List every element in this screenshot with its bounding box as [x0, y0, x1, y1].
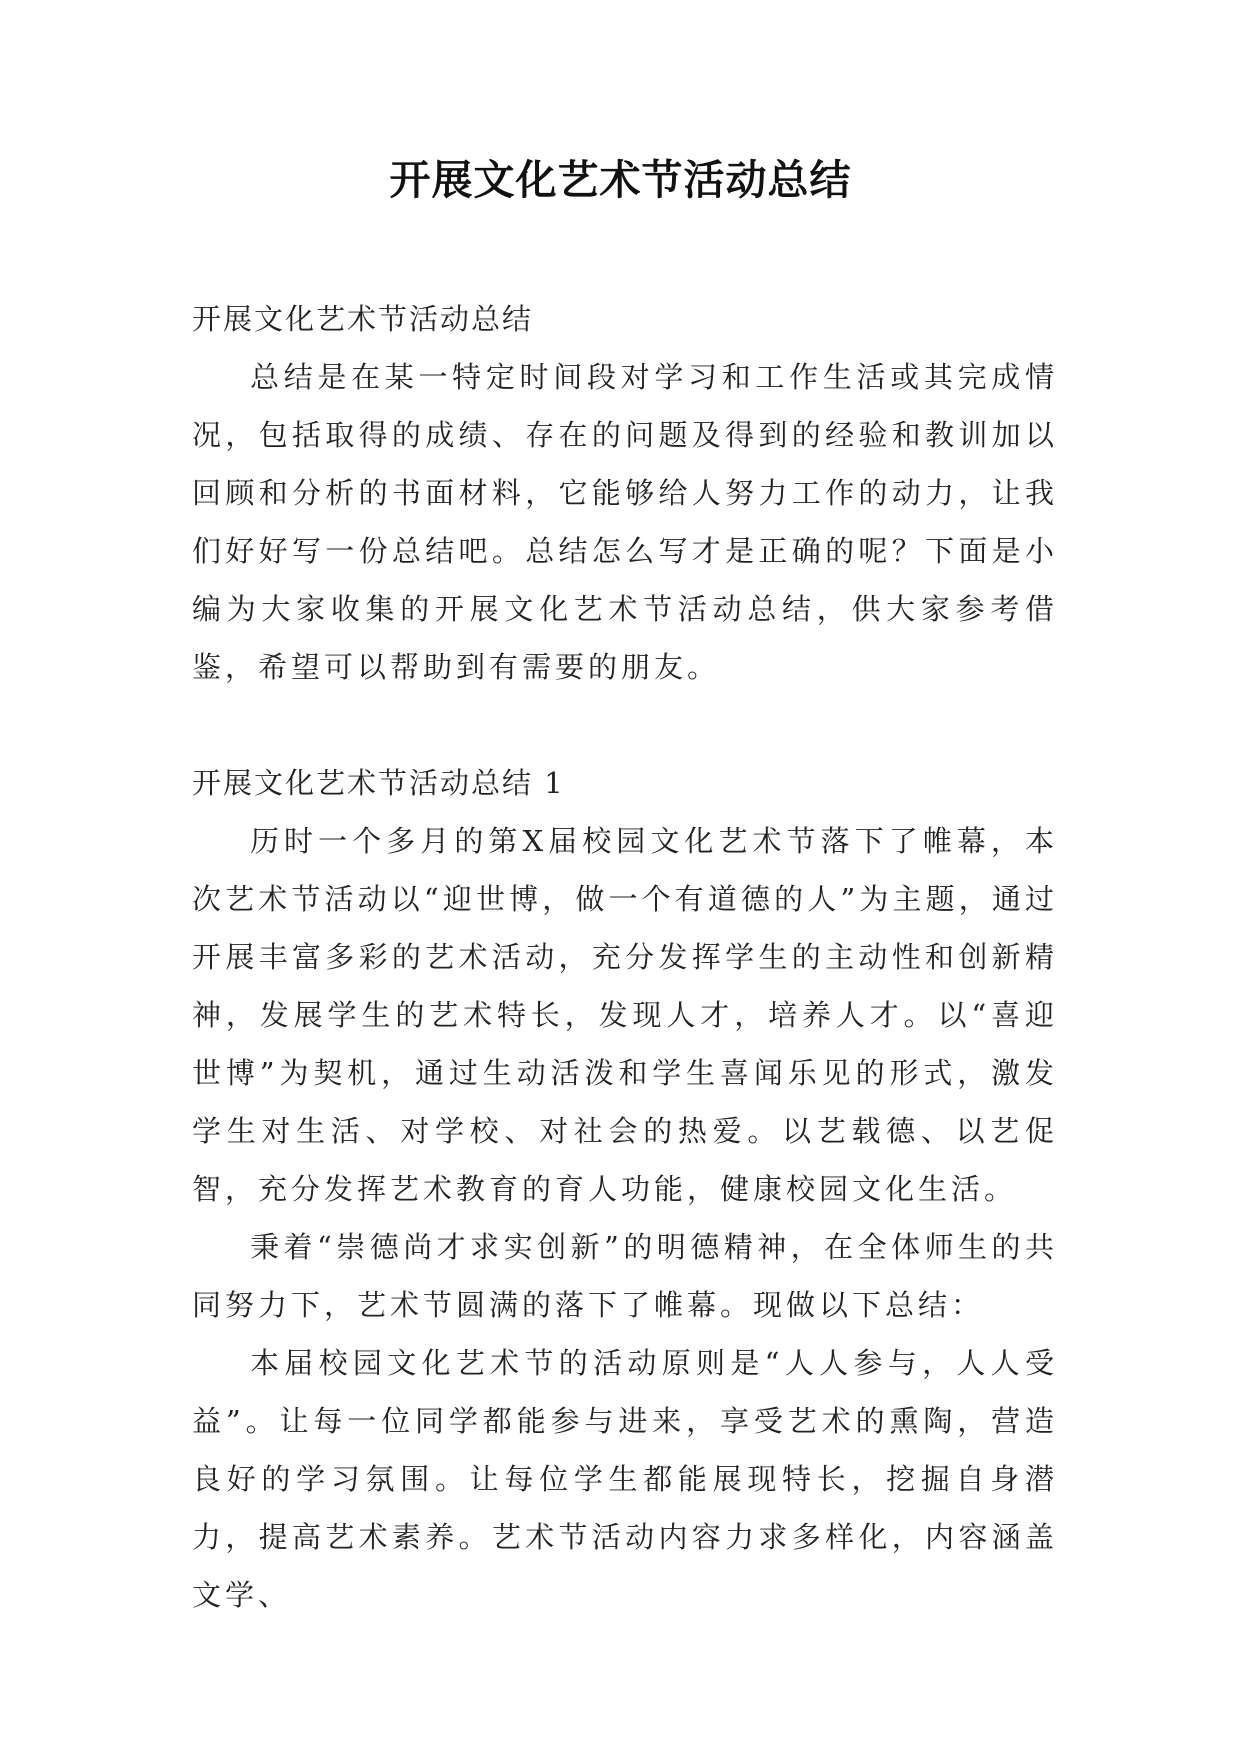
- document-body: [192, 290, 1058, 1624]
- document-title: 开展文化艺术节活动总结: [389, 156, 852, 204]
- section1-paragraph: 秉着“崇德尚才求实创新”的明德精神，在全体师生的共同努力下，艺术节圆满的落下了帷幕。现做以下总结：: [192, 1230, 1058, 1322]
- intro-paragraph: 总结是在某一特定时间段对学习和工作生活或其完成情况，包括取得的成绩、存在的问题及得到的经验和教训加以回顾和分析的书面材料，它能够给人努力工作的动力，让我们好好写一份总结吧。总结怎么写才是正确的呢？下面是小编为大家收集的开展文化艺术节活动总结，供大家参考借鉴，希望可以帮助到有需要的朋友。: [192, 360, 1058, 684]
- section1-paragraph: 历时一个多月的第X届校园文化艺术节落下了帷幕，本次艺术节活动以“迎世博，做一个有道德的人”为主题，通过开展丰富多彩的艺术活动，充分发挥学生的主动性和创新精神，发展学生的艺术特长，发现人才，培养人才。以“喜迎世博”为契机，通过生动活泼和学生喜闻乐见的形式，激发学生对生活、对学校、对社会的热爱。以艺载德、以艺促智，充分发挥艺术教育的育人功能，健康校园文化生活。: [192, 824, 1058, 1206]
- intro-heading: 开展文化艺术节活动总结: [192, 302, 534, 336]
- section1-heading: 开展文化艺术节活动总结 1: [192, 766, 565, 800]
- section-spacer: [192, 696, 1058, 754]
- section1-paragraph: 本届校园文化艺术节的活动原则是“人人参与，人人受益”。让每一位同学都能参与进来，享受艺术的熏陶，营造良好的学习氛围。让每位学生都能展现特长，挖掘自身潜力，提高艺术素养。艺术节活动内容力求多样化，内容涵盖文学、: [192, 1346, 1058, 1612]
